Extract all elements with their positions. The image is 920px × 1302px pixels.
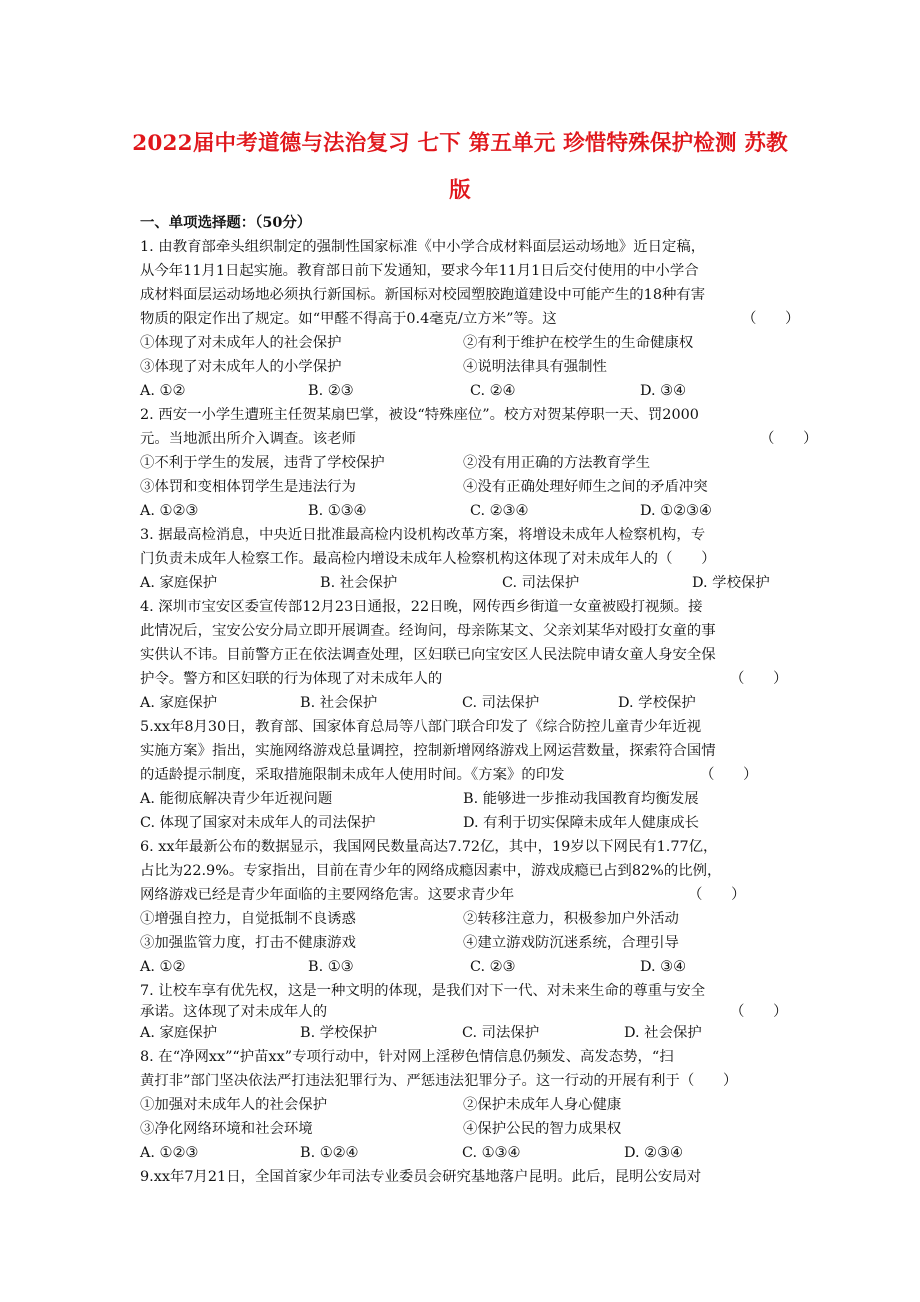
q3-option-d: D. 学校保护: [692, 575, 770, 591]
q7-text-line1: 7. 让校车享有优先权，这是一种文明的体现，是我们对下一代、对未来生命的尊重与安全: [140, 983, 706, 999]
q7-answer-paren: （ ）: [730, 1004, 788, 1020]
q1-statement-3: ③体现了对未成年人的小学保护: [140, 359, 342, 375]
q4-answer-paren: （ ）: [730, 671, 788, 687]
q2-statement-2: ②没有用正确的方法教育学生: [463, 455, 651, 471]
q1-option-b: B. ②③: [308, 383, 354, 399]
q6-option-d: D. ③④: [640, 959, 686, 975]
q4-text-line2: 此情况后，宝安公安分局立即开展调查。经询问，母亲陈某文、父亲刘某华对殴打女童的事: [140, 623, 716, 639]
q2-option-a: A. ①②③: [140, 503, 199, 519]
q9-text-line1: 9.xx年7月21日，全国首家少年司法专业委员会研究基地落户昆明。此后，昆明公安局对: [140, 1169, 702, 1185]
q5-text-line1: 5.xx年8月30日，教育部、国家体育总局等八部门联合印发了《综合防控儿童青少年近视: [140, 719, 702, 735]
q1-statement-2: ②有利于维护在校学生的生命健康权: [463, 335, 694, 351]
q6-statement-2: ②转移注意力，积极参加户外活动: [463, 911, 679, 927]
doc-title-line2: 版: [449, 178, 471, 203]
q8-text-line1: 8. 在“净网xx”“护苗xx”专项行动中，针对网上淫秽色情信息仍频发、高发态势，“扫: [140, 1049, 674, 1065]
q6-option-a: A. ①②: [140, 959, 186, 975]
q7-option-c: C. 司法保护: [462, 1025, 540, 1041]
q1-text-line4: 物质的限定作出了规定。如“甲醛不得高于0.4毫克/立方米”等。这: [140, 311, 557, 327]
q5-option-c: C. 体现了国家对未成年人的司法保护: [140, 815, 376, 831]
q5-option-d: D. 有利于切实保障未成年人健康成长: [463, 815, 700, 831]
q4-option-d: D. 学校保护: [618, 695, 696, 711]
q8-text-line2: 黄打非”部门坚决依法严打违法犯罪行为、严惩违法犯罪分子。这一行动的开展有利于（ ）: [140, 1073, 738, 1089]
q2-answer-paren: （ ）: [760, 431, 818, 447]
q6-statement-1: ①增强自控力，自觉抵制不良诱惑: [140, 911, 356, 927]
section-heading: 一、单项选择题：（50分）: [140, 214, 312, 231]
q4-text-line1: 4. 深圳市宝安区委宣传部12月23日通报，22日晚，网传西乡街道一女童被殴打视频。接: [140, 599, 703, 615]
q5-option-b: B. 能够进一步推动我国教育均衡发展: [463, 791, 699, 807]
q7-text-line2: 承诺。这体现了对未成年人的: [140, 1004, 328, 1020]
q3-option-a: A. 家庭保护: [140, 575, 218, 591]
q1-option-d: D. ③④: [640, 383, 686, 399]
q6-text-line3: 网络游戏已经是青少年面临的主要网络危害。这要求青少年: [140, 887, 515, 903]
q1-text-line3: 成材料面层运动场地必须执行新国标。新国标对校园塑胶跑道建设中可能产生的18种有害: [140, 287, 706, 303]
q6-statement-4: ④建立游戏防沉迷系统，合理引导: [463, 935, 679, 951]
q1-option-a: A. ①②: [140, 383, 186, 399]
q8-option-d: D. ②③④: [624, 1145, 683, 1161]
q3-option-c: C. 司法保护: [502, 575, 580, 591]
q2-option-b: B. ①③④: [308, 503, 367, 519]
q1-statement-1: ①体现了对未成年人的社会保护: [140, 335, 342, 351]
q6-option-b: B. ①③: [308, 959, 354, 975]
q1-text-line2: 从今年11月1日起实施。教育部日前下发通知，要求今年11月1日后交付使用的中小学合: [140, 263, 699, 279]
doc-title-line1: 2022届中考道德与法治复习 七下 第五单元 珍惜特殊保护检测 苏教: [132, 131, 788, 156]
q7-option-d: D. 社会保护: [624, 1025, 702, 1041]
q8-statement-1: ①加强对未成年人的社会保护: [140, 1097, 328, 1113]
q8-statement-4: ④保护公民的智力成果权: [463, 1121, 622, 1137]
q7-option-b: B. 学校保护: [300, 1025, 378, 1041]
q3-text-line1: 3. 据最高检消息，中央近日批准最高检内设机构改革方案，将增设未成年人检察机构，专: [140, 527, 706, 543]
q4-text-line4: 护令。警方和区妇联的行为体现了对未成年人的: [140, 671, 443, 687]
q2-option-d: D. ①②③④: [640, 503, 712, 519]
q3-option-b: B. 社会保护: [320, 575, 398, 591]
q3-text-line2: 门负责未成年人检察工作。最高检内增设未成年人检察机构这体现了对未成年人的（ ）: [140, 551, 716, 567]
q2-statement-1: ①不利于学生的发展，违背了学校保护: [140, 455, 385, 471]
q8-option-c: C. ①③④: [462, 1145, 521, 1161]
q6-option-c: C. ②③: [470, 959, 516, 975]
q6-text-line1: 6. xx年最新公布的数据显示，我国网民数量高达7.72亿，其中，19岁以下网民有1.77亿，: [140, 839, 718, 855]
q6-answer-paren: （ ）: [688, 887, 746, 903]
q8-statement-3: ③净化网络环境和社会环境: [140, 1121, 313, 1137]
q5-answer-paren: （ ）: [700, 767, 758, 783]
q7-option-a: A. 家庭保护: [140, 1025, 218, 1041]
q1-text-line1: 1. 由教育部牵头组织制定的强制性国家标准《中小学合成材料面层运动场地》近日定稿，: [140, 239, 706, 255]
q1-statement-4: ④说明法律具有强制性: [463, 359, 607, 375]
q5-text-line3: 的适龄提示制度，采取措施限制未成年人使用时间。《方案》的印发: [140, 767, 565, 783]
q6-text-line2: 占比为22.9%。专家指出，目前在青少年的网络成瘾因素中，游戏成瘾已占到82%的比例，: [140, 863, 722, 879]
q2-text-line1: 2. 西安一小学生遭班主任贺某扇巴掌，被设“特殊座位”。校方对贺某停职一天、罚2000: [140, 407, 699, 423]
q4-option-b: B. 社会保护: [300, 695, 378, 711]
q2-text-line2: 元。当地派出所介入调查。该老师: [140, 431, 356, 447]
q5-text-line2: 实施方案》指出，实施网络游戏总量调控，控制新增网络游戏上网运营数量，探索符合国情: [140, 743, 716, 759]
q2-option-c: C. ②③④: [470, 503, 529, 519]
q5-option-a: A. 能彻底解决青少年近视问题: [140, 791, 333, 807]
q8-statement-2: ②保护未成年人身心健康: [463, 1097, 622, 1113]
q4-option-c: C. 司法保护: [462, 695, 540, 711]
q8-option-b: B. ①②④: [300, 1145, 359, 1161]
q2-statement-3: ③体罚和变相体罚学生是违法行为: [140, 479, 356, 495]
q1-answer-paren: （ ）: [742, 311, 800, 327]
q4-text-line3: 实供认不讳。目前警方正在依法调查处理，区妇联已向宝安区人民法院申请女童人身安全保: [140, 647, 716, 663]
q8-option-a: A. ①②③: [140, 1145, 199, 1161]
q4-option-a: A. 家庭保护: [140, 695, 218, 711]
q1-option-c: C. ②④: [470, 383, 516, 399]
q6-statement-3: ③加强监管力度，打击不健康游戏: [140, 935, 356, 951]
q2-statement-4: ④没有正确处理好师生之间的矛盾冲突: [463, 479, 708, 495]
